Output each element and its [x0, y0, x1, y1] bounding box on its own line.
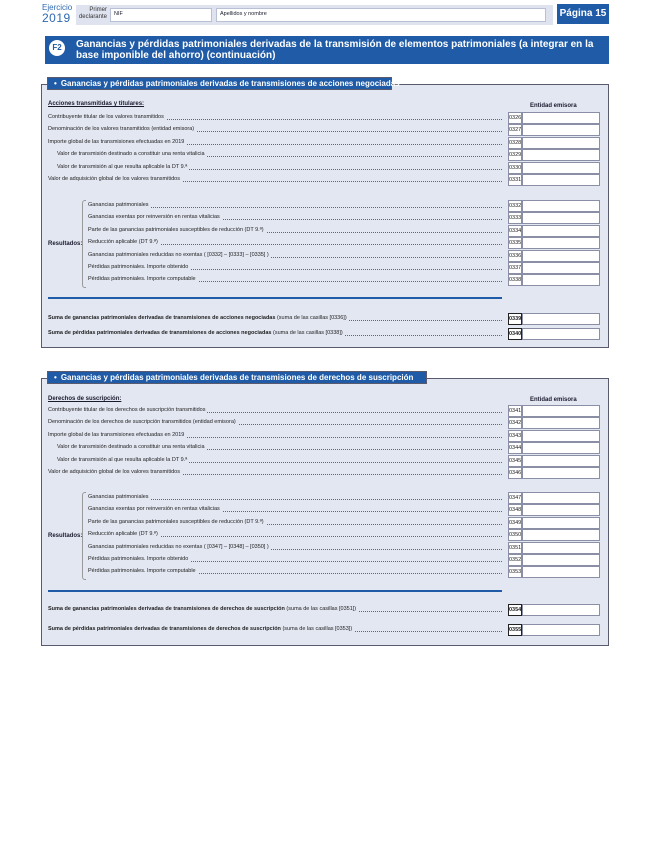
row-label: Contribuyente titular de los valores transmitidos	[48, 114, 164, 120]
casilla-code: 0351	[508, 542, 522, 554]
results-brace	[82, 492, 86, 580]
casilla-code: 0330	[508, 162, 522, 174]
apellidos-field[interactable]: Apellidos y nombre	[216, 8, 546, 22]
row-label: Denominación de los valores transmitidos (entidad emisora)	[48, 126, 195, 133]
value-field[interactable]	[522, 529, 600, 541]
casilla-code: 0341	[508, 405, 522, 417]
row-label: Ganancias patrimoniales	[88, 202, 149, 208]
form-row	[57, 455, 508, 467]
section-derechos-tab	[47, 371, 427, 384]
form-row	[88, 504, 508, 516]
row-label: Valor de adquisición global de los valores transmitidos	[48, 469, 180, 475]
form-row	[57, 442, 508, 454]
row-label: Pérdidas patrimoniales. Importe obtenido	[88, 556, 189, 562]
value-field[interactable]	[522, 162, 600, 174]
form-row	[57, 149, 508, 161]
separator-line	[48, 297, 502, 299]
bullet-icon: •	[54, 79, 57, 88]
value-field[interactable]	[522, 274, 600, 286]
form-row	[57, 162, 508, 174]
value-0340[interactable]	[522, 328, 600, 340]
casilla-code: 0332	[508, 200, 522, 212]
page-number: Página 15	[557, 4, 609, 24]
results-brace	[82, 200, 86, 288]
value-field[interactable]	[522, 237, 600, 249]
value-field[interactable]	[522, 417, 600, 429]
casilla-code: 0348	[508, 504, 522, 516]
sum-perdidas-derechos	[48, 624, 508, 636]
row-label: Reducción aplicable (DT 9.ª)	[88, 531, 158, 538]
value-0355[interactable]	[522, 624, 600, 636]
row-label: Pérdidas patrimoniales. Importe computable	[88, 276, 196, 283]
section-acciones-title: Ganancias y pérdidas patrimoniales derivadas de transmisiones de acciones negociadas	[60, 79, 400, 88]
form-row	[88, 225, 508, 237]
form-row	[48, 112, 508, 124]
form-row	[48, 430, 508, 442]
form-row	[88, 250, 508, 262]
row-label: Ganancias exentas por reinversión en rentas vitalicias	[88, 506, 220, 513]
row-label: Importe global de las transmisiones efectuadas en 2019	[48, 138, 185, 145]
sum-ganancias-derechos	[48, 604, 508, 616]
row-label: Importe global de las transmisiones efectuadas en 2019	[48, 431, 185, 438]
casilla-code: 0353	[508, 566, 522, 578]
casilla-code: 0342	[508, 417, 522, 429]
value-field[interactable]	[522, 225, 600, 237]
separator-line	[48, 590, 502, 592]
value-field[interactable]	[522, 405, 600, 417]
form-row	[88, 554, 508, 566]
ejercicio-year: 2019	[42, 11, 71, 25]
resultados-label: Resultados:	[48, 241, 83, 247]
nif-field[interactable]: NIF	[110, 8, 212, 22]
sum-label: Suma de ganancias patrimoniales derivadas de transmisiones de derechos de suscripción	[48, 606, 285, 612]
casilla-0355: 0355	[508, 624, 522, 636]
resultados-label: Resultados:	[48, 533, 83, 539]
row-label: Valor de transmisión destinado a constituir una renta vitalicia	[57, 444, 205, 451]
form-row	[88, 262, 508, 274]
bullet-icon: •	[54, 373, 57, 382]
value-field[interactable]	[522, 566, 600, 578]
casilla-code: 0329	[508, 149, 522, 161]
form-row	[88, 566, 508, 578]
value-field[interactable]	[522, 554, 600, 566]
form-row	[88, 517, 508, 529]
casilla-code: 0346	[508, 467, 522, 479]
row-label: Valor de transmisión destinado a constituir una renta vitalicia	[57, 151, 205, 158]
value-field[interactable]	[522, 137, 600, 149]
form-row	[48, 174, 508, 186]
casilla-code: 0328	[508, 137, 522, 149]
casilla-code: 0337	[508, 262, 522, 274]
form-row	[88, 212, 508, 224]
value-field[interactable]	[522, 250, 600, 262]
ejercicio-label: Ejercicio	[42, 3, 73, 12]
value-field[interactable]	[522, 455, 600, 467]
form-row	[88, 274, 508, 286]
value-field[interactable]	[522, 174, 600, 186]
casilla-0339: 0339	[508, 313, 522, 325]
casilla-code: 0338	[508, 274, 522, 286]
value-field[interactable]	[522, 517, 600, 529]
row-label: Denominación de los derechos de suscripción transmitidos (entidad emisora)	[48, 419, 236, 426]
row-label: Ganancias patrimoniales reducidas no exentas ( [0347] – [0348] – [0350] )	[88, 543, 269, 550]
value-field[interactable]	[522, 492, 600, 504]
row-label: Ganancias patrimoniales	[88, 494, 149, 500]
value-field[interactable]	[522, 467, 600, 479]
casilla-code: 0334	[508, 225, 522, 237]
sum-perdidas-acciones	[48, 328, 508, 340]
casilla-code: 0347	[508, 492, 522, 504]
casilla-code: 0327	[508, 124, 522, 136]
row-label: Ganancias patrimoniales reducidas no exentas ( [0332] – [0333] – [0335] )	[88, 251, 269, 258]
casilla-code: 0349	[508, 517, 522, 529]
form-row	[48, 417, 508, 429]
row-label: Valor de transmisión al que resulta aplicable la DT 9.ª	[57, 163, 188, 170]
form-row	[88, 529, 508, 541]
value-field[interactable]	[522, 504, 600, 516]
derechos-heading: Derechos de suscripción:	[48, 396, 122, 402]
casilla-code: 0336	[508, 250, 522, 262]
sum-label: Suma de pérdidas patrimoniales derivadas de transmisiones de derechos de suscripción	[48, 626, 281, 632]
sum-note: (suma de las casillas [0351])	[284, 606, 357, 612]
page-title: Ganancias y pérdidas patrimoniales derivadas de la transmisión de elementos patrimoniales (a integrar en la base imponible del ahorro) (continuación)	[76, 39, 594, 61]
casilla-code: 0331	[508, 174, 522, 186]
value-0354[interactable]	[522, 604, 600, 616]
casilla-0354: 0354	[508, 604, 522, 616]
form-row	[88, 492, 508, 504]
form-row	[48, 137, 508, 149]
value-field[interactable]	[522, 542, 600, 554]
form-row	[88, 200, 508, 212]
section-derechos-title: Ganancias y pérdidas patrimoniales derivadas de transmisiones de derechos de suscripción	[60, 373, 414, 382]
sum-ganancias-acciones	[48, 313, 508, 325]
row-label: Parte de las ganancias patrimoniales susceptibles de reducción (DT 9.ª)	[88, 226, 264, 233]
sum-note: (suma de las casillas [0353])	[280, 626, 353, 632]
sum-label: Suma de ganancias patrimoniales derivadas de transmisiones de acciones negociadas	[48, 315, 276, 321]
form-row	[48, 124, 508, 136]
value-field[interactable]	[522, 442, 600, 454]
value-field[interactable]	[522, 212, 600, 224]
value-0339[interactable]	[522, 313, 600, 325]
primer-declarante-label: Primer declarante	[78, 7, 107, 20]
value-field[interactable]	[522, 430, 600, 442]
casilla-code: 0343	[508, 430, 522, 442]
sum-note: (suma de las casillas [0336])	[275, 315, 347, 321]
row-label: Reducción aplicable (DT 9.ª)	[88, 239, 158, 246]
acciones-heading: Acciones transmitidas y titulares:	[48, 101, 145, 107]
row-label: Ganancias exentas por reinversión en rentas vitalicias	[88, 214, 220, 221]
row-label: Contribuyente titular de los derechos de suscripción transmitidos	[48, 407, 206, 413]
entidad-emisora-heading: Entidad emisora	[530, 397, 577, 403]
section-badge: F2	[49, 40, 65, 56]
casilla-code: 0350	[508, 529, 522, 541]
row-label: Valor de adquisición global de los valores transmitidos	[48, 176, 180, 182]
form-row	[88, 542, 508, 554]
row-label: Pérdidas patrimoniales. Importe computable	[88, 568, 196, 575]
value-field[interactable]	[522, 124, 600, 136]
casilla-code: 0352	[508, 554, 522, 566]
row-label: Valor de transmisión al que resulta aplicable la DT 9.ª	[57, 456, 188, 463]
sum-note: (suma de las casillas [0338])	[271, 330, 343, 336]
form-row	[48, 405, 508, 417]
casilla-code: 0344	[508, 442, 522, 454]
value-field[interactable]	[522, 200, 600, 212]
casilla-code: 0345	[508, 455, 522, 467]
casilla-code: 0335	[508, 237, 522, 249]
entidad-emisora-heading: Entidad emisora	[530, 103, 577, 109]
row-label: Parte de las ganancias patrimoniales susceptibles de reducción (DT 9.ª)	[88, 518, 264, 525]
row-label: Pérdidas patrimoniales. Importe obtenido	[88, 264, 189, 270]
form-row	[48, 467, 508, 479]
form-row	[88, 237, 508, 249]
casilla-code: 0326	[508, 112, 522, 124]
casilla-code: 0333	[508, 212, 522, 224]
sum-label: Suma de pérdidas patrimoniales derivadas de transmisiones de acciones negociadas	[48, 330, 272, 336]
section-acciones-tab	[47, 77, 400, 90]
value-field[interactable]	[522, 149, 600, 161]
value-field[interactable]	[522, 112, 600, 124]
value-field[interactable]	[522, 262, 600, 274]
casilla-0340: 0340	[508, 328, 522, 340]
